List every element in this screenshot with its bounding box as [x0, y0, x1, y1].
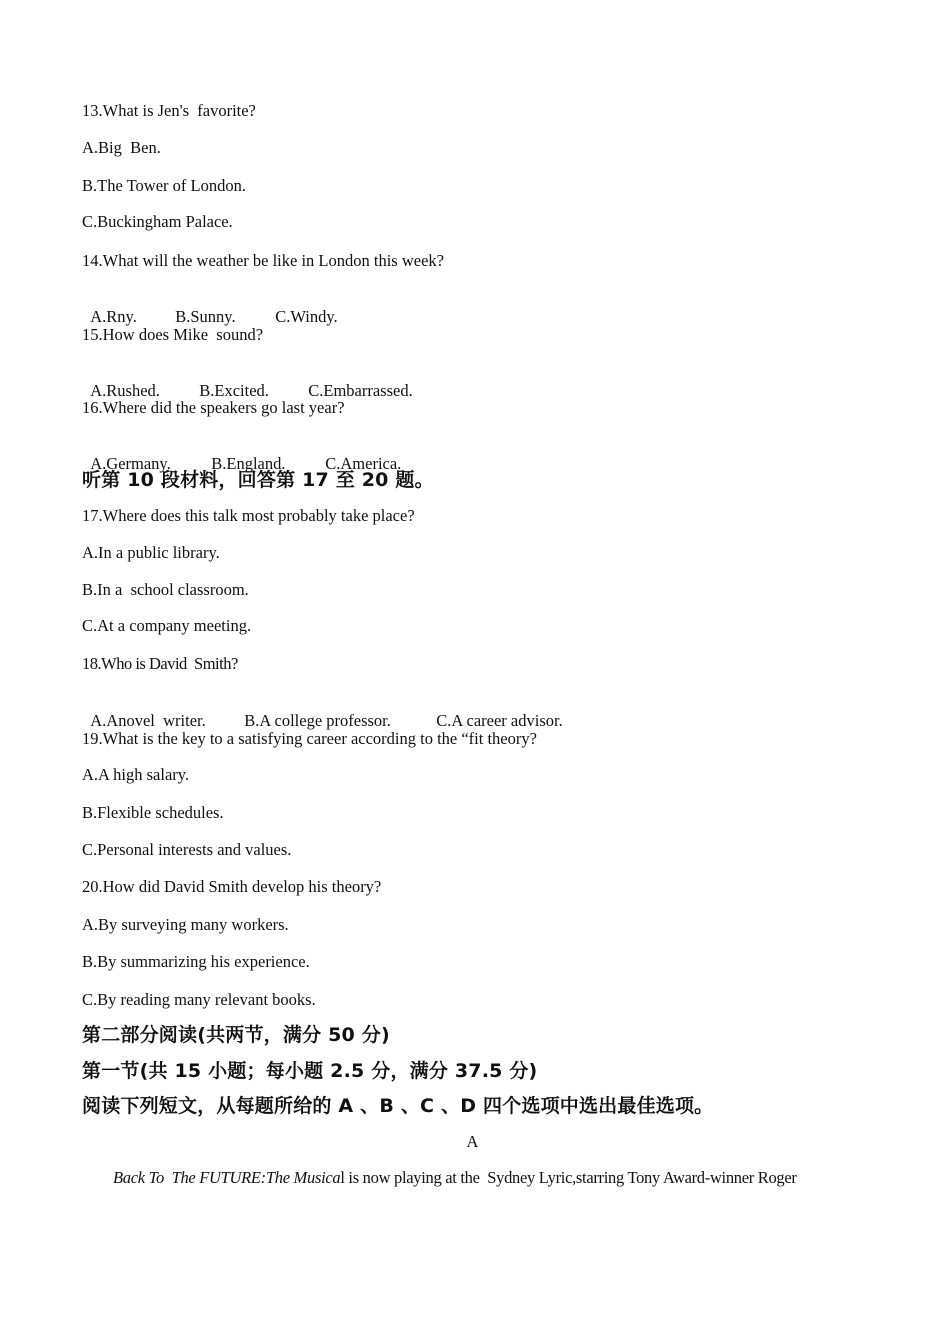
q14-option-b: B.Sunny. [175, 307, 236, 326]
q14-option-a: A.Rny. [90, 307, 137, 326]
q20-option-b: B.By summarizing his experience. [82, 952, 310, 971]
q17-option-b: B.In a school classroom. [82, 580, 249, 599]
q18-option-b: B.A college professor. [244, 711, 391, 730]
q15-option-a: A.Rushed. [90, 381, 160, 400]
section-header-passage-10: 听第 10 段材料，回答第 17 至 20 题。 [82, 469, 434, 491]
passage-first-line [113, 1168, 797, 1188]
q20-option-c: C.By reading many relevant books. [82, 990, 316, 1009]
q19-option-b: B.Flexible schedules. [82, 803, 224, 822]
reading-instruction: 阅读下列短文，从每题所给的 A 、B 、C 、D 四个选项中选出最佳选项。 [82, 1095, 714, 1117]
q19-stem: 19.What is the key to a satisfying career according to the “fit theory? [82, 729, 537, 748]
q13-option-c: C.Buckingham Palace. [82, 212, 233, 231]
passage-title-italic: Back To The FUTURE:The Musica [113, 1168, 341, 1187]
q15-stem: 15.How does Mike sound? [82, 325, 264, 344]
passage-text: l is now playing at the Sydney Lyric,starring Tony Award-winner Roger [340, 1168, 797, 1187]
q18-stem: 18.Who is David Smith? [82, 654, 238, 673]
q19-option-a: A.A high salary. [82, 765, 190, 784]
q14-options [82, 287, 338, 327]
q15-option-c: C.Embarrassed. [308, 381, 413, 400]
q16-option-a: A.Germany. [90, 454, 171, 473]
q16-option-c: C.America. [325, 454, 402, 473]
q19-option-c: C.Personal interests and values. [82, 840, 292, 859]
q13-option-b: B.The Tower of London. [82, 176, 246, 195]
q17-stem: 17.Where does this talk most probably take place? [82, 506, 415, 525]
section-one-title: 第一节(共 15 小题；每小题 2.5 分，满分 37.5 分) [82, 1060, 538, 1082]
q17-option-a: A.In a public library. [82, 543, 220, 562]
q13-option-a: A.Big Ben. [82, 138, 161, 157]
passage-label: A [466, 1132, 479, 1151]
q18-option-c: C.A career advisor. [436, 711, 563, 730]
q15-options [82, 361, 413, 401]
q13-stem: 13.What is Jen's favorite? [82, 101, 256, 120]
q14-option-c: C.Windy. [275, 307, 338, 326]
q18-options [82, 691, 563, 731]
q16-stem: 16.Where did the speakers go last year? [82, 398, 345, 417]
q15-option-b: B.Excited. [199, 381, 269, 400]
q18-option-a: A.Anovel writer. [90, 711, 206, 730]
q17-option-c: C.At a company meeting. [82, 616, 252, 635]
q20-stem: 20.How did David Smith develop his theory? [82, 877, 382, 896]
part-two-title: 第二部分阅读(共两节，满分 50 分) [82, 1024, 390, 1046]
q14-stem: 14.What will the weather be like in London this week? [82, 251, 444, 270]
q16-option-b: B.England. [211, 454, 286, 473]
q16-options [82, 434, 401, 474]
q20-option-a: A.By surveying many workers. [82, 915, 289, 934]
